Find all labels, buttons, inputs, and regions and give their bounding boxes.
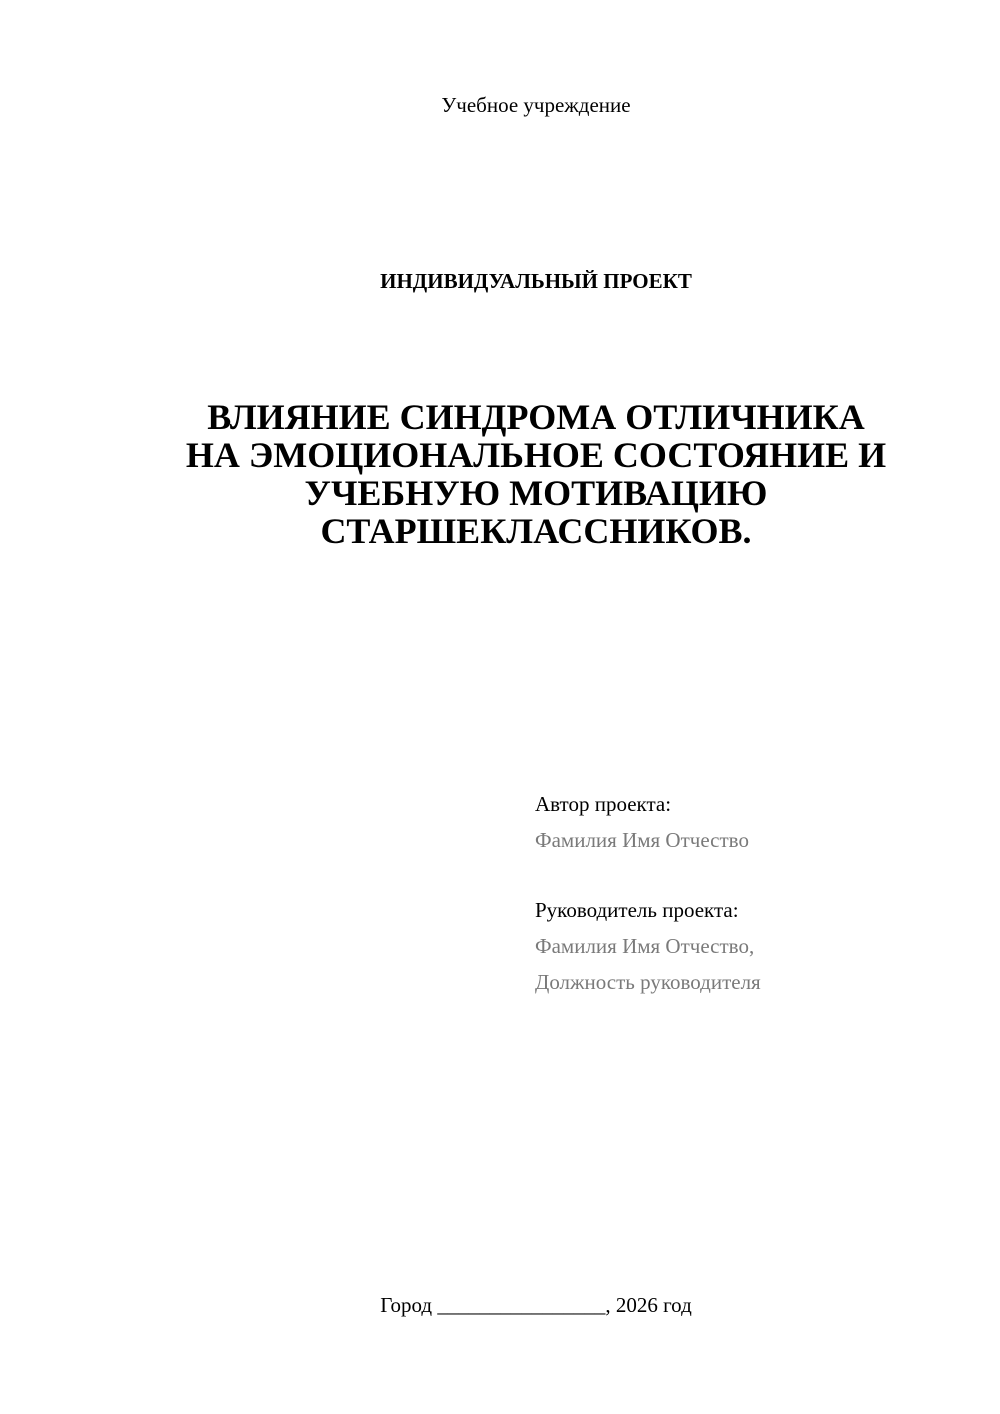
city-year-footer: Город ________________, 2026 год (380, 1293, 692, 1317)
project-title (100, 398, 972, 550)
supervisor-block (535, 897, 965, 995)
author-block (535, 791, 965, 853)
project-title-line: ВЛИЯНИЕ СИНДРОМА ОТЛИЧНИКА (207, 397, 865, 437)
project-title-line: НА ЭМОЦИОНАЛЬНОЕ СОСТОЯНИЕ И (185, 435, 887, 475)
supervisor-label: Руководитель проекта: (535, 898, 739, 922)
author-name: Фамилия Имя Отчество (535, 828, 749, 852)
project-title-line: СТАРШЕКЛАССНИКОВ. (320, 511, 752, 551)
project-kind-heading: ИНДИВИДУАЛЬНЫЙ ПРОЕКТ (380, 269, 692, 293)
institution-name: Учебное учреждение (441, 93, 631, 117)
supervisor-position: Должность руководителя (535, 970, 761, 994)
author-label: Автор проекта: (535, 792, 672, 816)
project-title-line: УЧЕБНУЮ МОТИВАЦИЮ (304, 473, 768, 513)
supervisor-name: Фамилия Имя Отчество, (535, 934, 755, 958)
